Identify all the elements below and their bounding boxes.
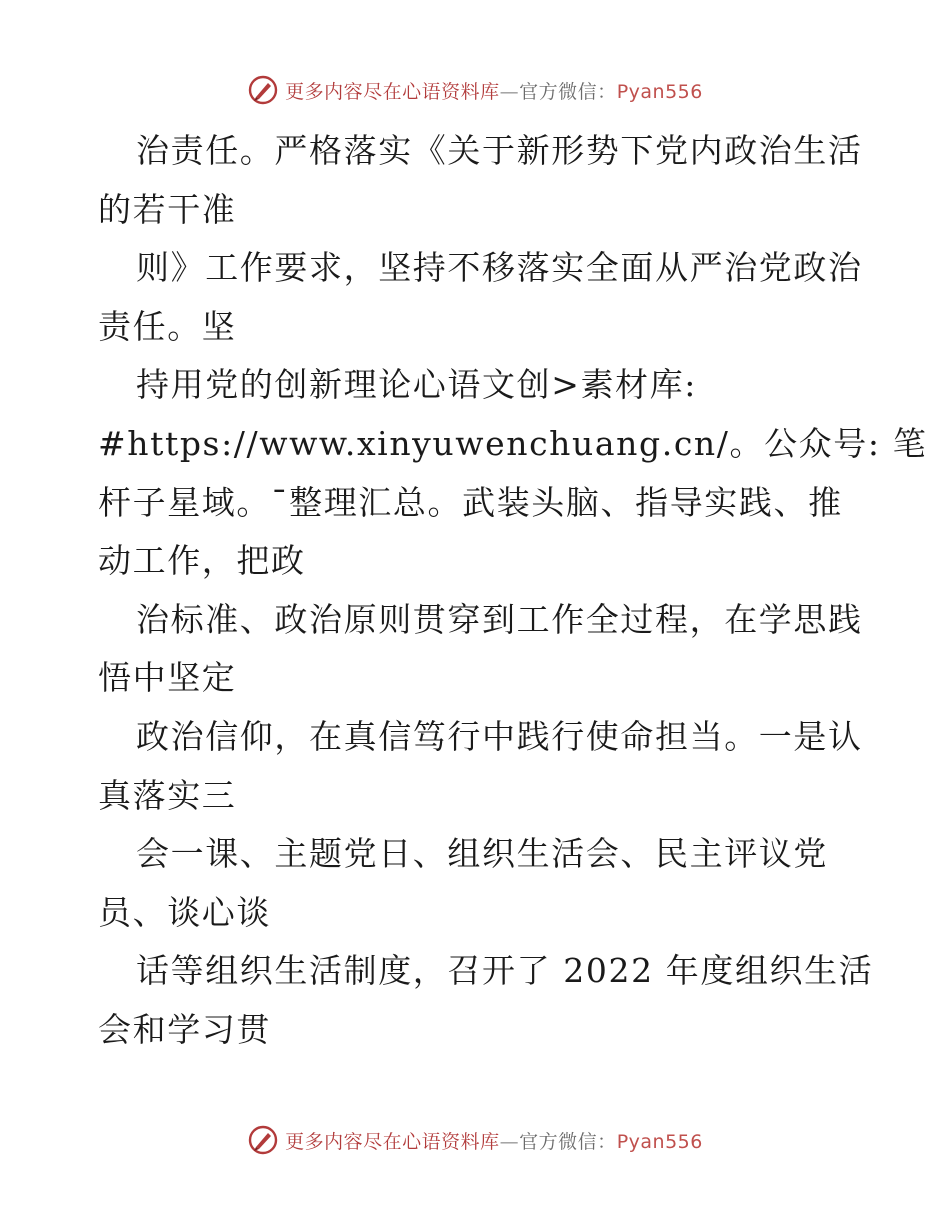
text-line: 悟中坚定 xyxy=(98,658,237,698)
document-body xyxy=(98,122,928,1060)
header-banner xyxy=(0,70,950,110)
text-line: 会一课、主题党日、组织生活会、民主评议党 xyxy=(136,834,828,874)
banner-main-text: 更多内容尽在心语资料库 xyxy=(285,80,500,103)
footer-banner xyxy=(0,1120,950,1160)
banner-dash: — xyxy=(499,80,520,103)
text-line: 真落实三 xyxy=(98,775,237,815)
banner-main-text: 更多内容尽在心语资料库 xyxy=(285,1130,500,1153)
text-line: 治标准、政治原则贯穿到工作全过程，在学思践 xyxy=(136,599,863,639)
banner-text xyxy=(285,1127,703,1154)
text-line: 动工作，把政 xyxy=(98,541,306,581)
banner-official-label: 官方微信： xyxy=(519,1130,617,1153)
text-line: 责任。坚 xyxy=(98,306,237,346)
text-line: 治责任。严格落实《关于新形势下党内政治生活 xyxy=(136,131,863,170)
text-line: 政治信仰，在真信笃行中践行使命担当。一是认 xyxy=(136,716,863,756)
pen-logo-icon xyxy=(247,1124,279,1156)
banner-dash: — xyxy=(499,1130,520,1153)
text-line: #https://www.xinyuwenchuang.cn/。公众号: 笔 xyxy=(98,423,928,463)
banner-official-label: 官方微信： xyxy=(519,80,617,103)
text-line: 则》工作要求，坚持不移落实全面从严治党政治 xyxy=(136,248,863,288)
text-line: 会和学习贯 xyxy=(98,1009,271,1049)
text-line: 话等组织生活制度，召开了 2022 年度组织生活 xyxy=(136,951,874,991)
banner-wechat-id: Pyan556 xyxy=(616,1130,703,1153)
banner-wechat-id: Pyan556 xyxy=(616,80,703,103)
text-line: 杆子星域。¯整理汇总。武装头脑、指导实践、推 xyxy=(98,482,843,522)
text-line: 持用党的创新理论心语文创>素材库: xyxy=(136,365,697,405)
text-line: 的若干准 xyxy=(98,189,237,229)
banner-text xyxy=(285,77,703,104)
pen-logo-icon xyxy=(247,74,279,106)
text-line: 员、谈心谈 xyxy=(98,892,271,932)
